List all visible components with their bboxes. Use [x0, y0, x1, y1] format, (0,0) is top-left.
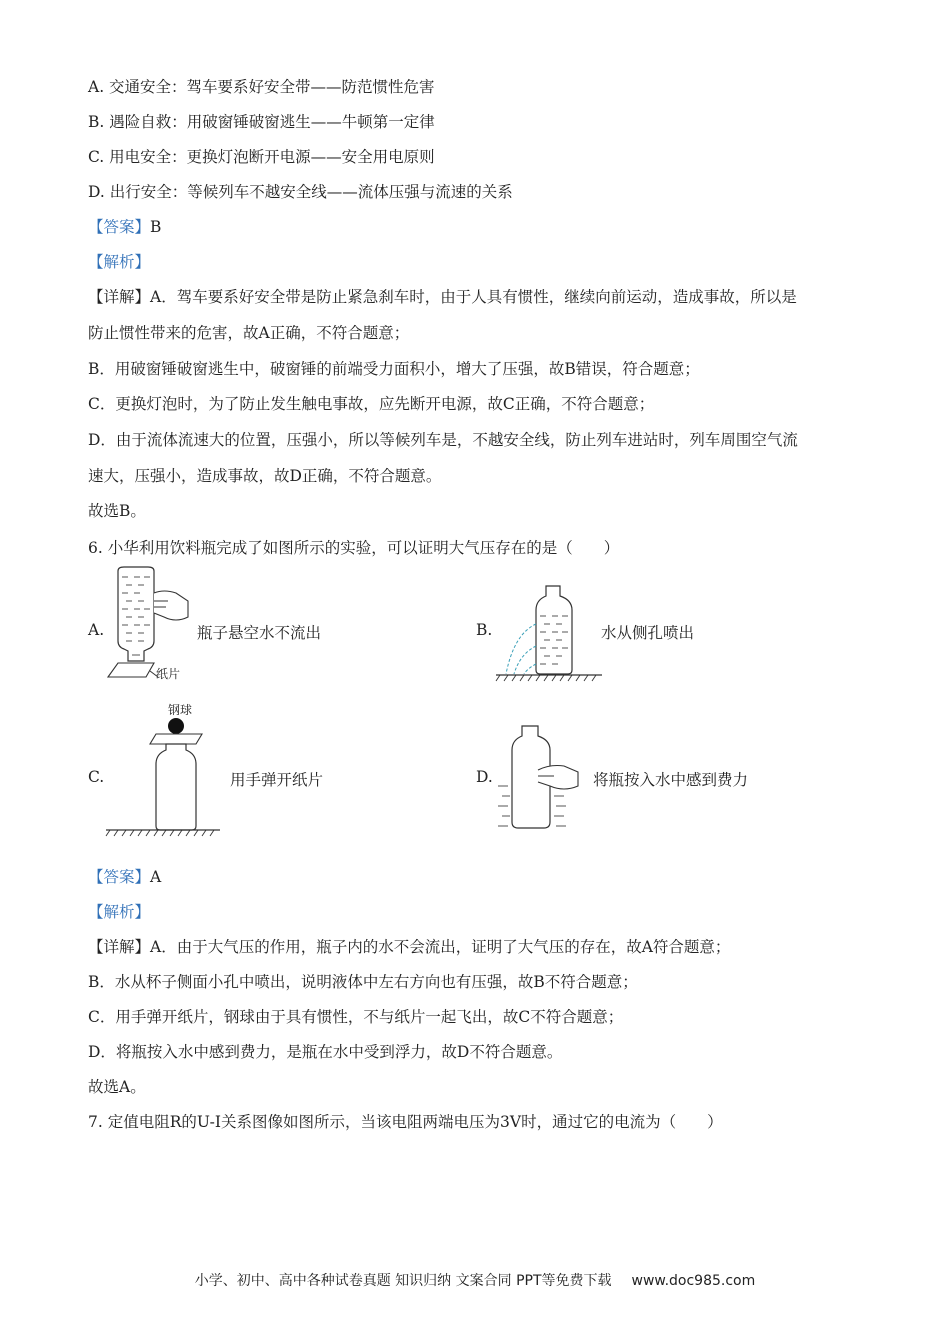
q6-a-caption: 瓶子悬空水不流出: [197, 624, 322, 642]
q6-detail-1: [88, 936, 730, 958]
answer-tag: 【答案】: [88, 868, 151, 886]
detail-text: A．由于大气压的作用，瓶子内的水不会流出，证明了大气压的存在，故A符合题意；: [150, 938, 731, 956]
q6-b-letter: B.: [476, 621, 493, 639]
page-footer: [0, 1270, 950, 1290]
q5-option-a: A. 交通安全：驾车要系好安全带——防范惯性危害: [88, 78, 435, 96]
footer-site-link[interactable]: www.doc985.com: [631, 1273, 756, 1289]
q6-detail-4: D．将瓶按入水中感到费力，是瓶在水中受到浮力，故D不符合题意。: [88, 1043, 563, 1061]
figure-d-bottle-in-water: [494, 724, 594, 836]
figure-c-label: 钢球: [168, 703, 193, 717]
footer-text: 小学、初中、高中各种试卷真题 知识归纳 文案合同 PPT等免费下载: [194, 1273, 612, 1289]
q5-detail-4: C．更换灯泡时，为了防止发生触电事故，应先断开电源，故C正确，不符合题意；: [88, 395, 655, 413]
figure-c-bottle-card-ball: [104, 716, 226, 838]
answer-value: B: [150, 218, 162, 236]
detail-tag: 【详解】: [88, 288, 151, 306]
figure-b-bottle-side-holes: [494, 584, 604, 684]
q6-c-letter: C.: [88, 768, 105, 786]
q5-detail-5: D．由于流体流速大的位置，压强小，所以等候列车是，不越安全线，防止列车进站时，列车周围空气流: [88, 431, 798, 449]
q6-detail-3: C．用手弹开纸片，钢球由于具有惯性，不与纸片一起飞出，故C不符合题意；: [88, 1008, 624, 1026]
q5-detail-3: B．用破窗锤破窗逃生中，破窗锤的前端受力面积小，增大了压强，故B错误，符合题意；: [88, 360, 700, 378]
figure-a-label: 纸片: [156, 667, 181, 681]
q6-stem: 6. 小华利用饮料瓶完成了如图所示的实验，可以证明大气压存在的是（ ）: [88, 539, 620, 557]
answer-tag: 【答案】: [88, 218, 151, 236]
q6-answer: [88, 866, 161, 888]
q6-conclusion: 故选A。: [88, 1078, 146, 1096]
q5-detail-2: 防止惯性带来的危害，故A正确，不符合题意；: [88, 324, 410, 342]
q5-option-d: D. 出行安全：等候列车不越安全线——流体压强与流速的关系: [88, 183, 513, 201]
figure-a-inverted-bottle: [104, 565, 194, 687]
answer-value: A: [150, 868, 162, 886]
q6-d-letter: D.: [476, 768, 493, 786]
q6-analysis-tag: 【解析】: [88, 903, 151, 921]
q5-detail-1: [88, 286, 797, 308]
q5-conclusion: 故选B。: [88, 502, 146, 520]
q6-b-caption: 水从侧孔喷出: [601, 624, 695, 642]
q5-analysis-tag: 【解析】: [88, 253, 151, 271]
q5-option-b: B. 遇险自救：用破窗锤破窗逃生——牛顿第一定律: [88, 113, 435, 131]
q5-detail-6: 速大，压强小，造成事故，故D正确，不符合题意。: [88, 467, 442, 485]
q6-c-caption: 用手弹开纸片: [230, 771, 324, 789]
q7-stem: 7. 定值电阻R的U-I关系图像如图所示，当该电阻两端电压为3V时，通过它的电流为（ ）: [88, 1113, 723, 1131]
detail-text: A．驾车要系好安全带是防止紧急刹车时，由于人具有惯性，继续向前运动，造成事故，所以是: [150, 288, 797, 306]
q6-detail-2: B．水从杯子侧面小孔中喷出，说明液体中左右方向也有压强，故B不符合题意；: [88, 973, 638, 991]
q5-answer: [88, 216, 161, 238]
detail-tag: 【详解】: [88, 938, 151, 956]
q6-a-letter: A.: [88, 621, 105, 639]
q5-option-c: C. 用电安全：更换灯泡断开电源——安全用电原则: [88, 148, 435, 166]
q6-d-caption: 将瓶按入水中感到费力: [593, 771, 749, 789]
